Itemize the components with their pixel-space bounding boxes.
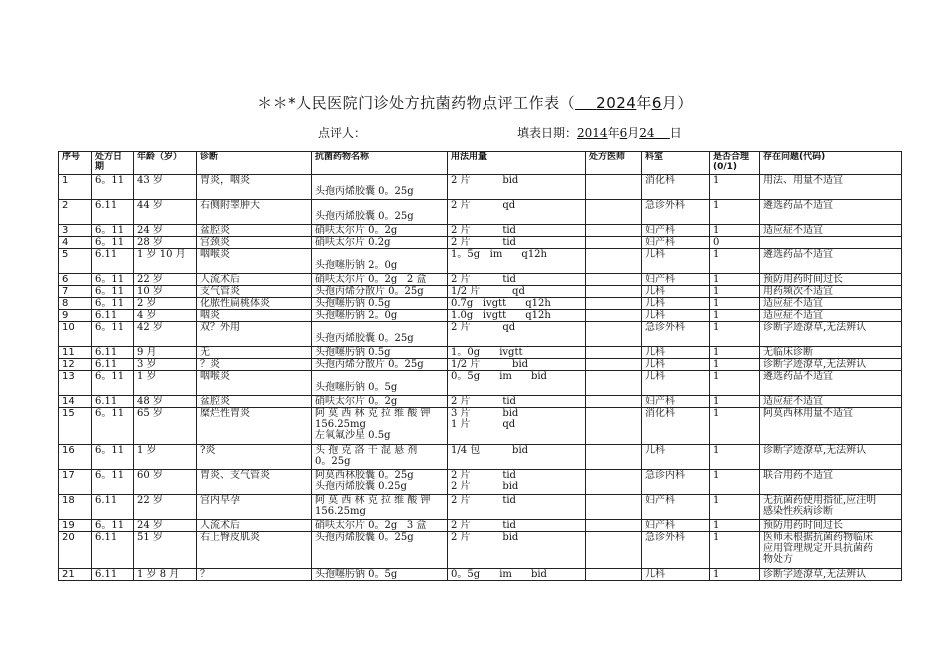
cell-dept: 儿科 [642,359,710,371]
cell-age: 1 岁 [134,371,197,396]
table-row [59,298,902,310]
cell-diagnosis: 右侧附睾肿大 [197,200,312,225]
cell-doctor [586,408,642,445]
table-row [59,408,902,445]
cell-usage: 2 片 tid 2 片 bid [448,470,586,495]
cell-problem: 无抗菌药使用指征,应注明 感染性疾病诊断 [760,495,902,520]
cell-diagnosis: 胃炎、支气管炎 [197,470,312,495]
cell-problem: 适应症不适宜 [760,396,902,408]
cell-dept: 儿科 [642,310,710,322]
cell-diagnosis: 胃炎，咽炎 [197,175,312,200]
cell-dept: 急诊外科 [642,322,710,347]
cell-diagnosis: 双？外用 [197,322,312,347]
fill-date-year-unit: 年 [607,126,620,140]
cell-seq: 5 [59,249,92,274]
cell-usage: 2 片 bid [448,175,586,200]
cell-doctor [586,532,642,569]
fill-date [517,124,682,141]
cell-age: 28 岁 [134,237,197,249]
cell-reasonable: 1 [710,200,760,225]
cell-age: 24 岁 [134,520,197,532]
cell-doctor [586,237,642,249]
fill-date-day: 24 [639,126,655,140]
cell-problem [760,237,902,249]
cell-doctor [586,286,642,298]
cell-age: 4 岁 [134,310,197,322]
cell-date: 6。11 [92,225,134,237]
table-row [59,470,902,495]
cell-age: 51 岁 [134,532,197,569]
cell-seq: 18 [59,495,92,520]
cell-problem: 预防用药时间过长 [760,520,902,532]
cell-reasonable: 1 [710,408,760,445]
cell-doctor [586,445,642,470]
cell-dept: 儿科 [642,371,710,396]
header-diagnosis: 诊断 [197,152,312,175]
cell-diagnosis: ？ [197,569,312,581]
cell-dept: 儿科 [642,298,710,310]
cell-drug: 头孢丙烯胶囊 0。25g [312,175,448,200]
cell-doctor [586,569,642,581]
cell-usage: 3 片 bid 1 片 qd [448,408,586,445]
table-row [59,569,902,581]
cell-doctor [586,322,642,347]
cell-drug: 头孢噻肟钠 2。0g [312,249,448,274]
cell-doctor [586,359,642,371]
cell-doctor [586,520,642,532]
cell-reasonable: 1 [710,175,760,200]
cell-drug: 硝呋太尔片 0。2g [312,225,448,237]
cell-age: 1 岁 8 月 [134,569,197,581]
cell-diagnosis: 化脓性扁桃体炎 [197,298,312,310]
header-doctor: 处方医师 [586,152,642,175]
cell-dept: 儿科 [642,347,710,359]
cell-seq: 17 [59,470,92,495]
cell-dept: 儿科 [642,286,710,298]
cell-doctor [586,371,642,396]
cell-seq: 12 [59,359,92,371]
cell-seq: 21 [59,569,92,581]
cell-doctor [586,396,642,408]
cell-diagnosis: 人流术后 [197,274,312,286]
cell-seq: 9 [59,310,92,322]
fill-date-year: 2014 [577,126,608,140]
cell-seq: 3 [59,225,92,237]
cell-diagnosis: 宫颈炎 [197,237,312,249]
cell-reasonable: 1 [710,396,760,408]
cell-reasonable: 1 [710,298,760,310]
cell-problem: 用药频次不适宜 [760,286,902,298]
cell-dept: 急诊外科 [642,200,710,225]
cell-doctor [586,225,642,237]
cell-seq: 4 [59,237,92,249]
cell-reasonable: 1 [710,310,760,322]
cell-reasonable: 1 [710,532,760,569]
cell-drug: 头孢噻肟钠 0.5g [312,347,448,359]
cell-date: 6.11 [92,200,134,225]
cell-problem: 遴选药品不适宜 [760,371,902,396]
cell-diagnosis: ?炎 [197,445,312,470]
cell-dept: 儿科 [642,249,710,274]
page-title [0,92,950,113]
header-reasonable: 是否合理(0/1) [710,152,760,175]
cell-doctor [586,274,642,286]
cell-doctor [586,347,642,359]
cell-dept: 妇产科 [642,495,710,520]
cell-reasonable: 1 [710,520,760,532]
cell-diagnosis: 右上臀皮肌炎 [197,532,312,569]
cell-drug: 硝呋太尔片 0。2g 3 盒 [312,520,448,532]
cell-date: 6.11 [92,396,134,408]
cell-reasonable: 1 [710,249,760,274]
table-row [59,200,902,225]
cell-drug: 硝呋太尔片 0。2g 2 盒 [312,274,448,286]
cell-usage: 2 片 tid [448,237,586,249]
cell-usage: 2 片 qd [448,200,586,225]
cell-age: 1 岁 [134,445,197,470]
table-row [59,175,902,200]
cell-problem: 阿莫西林用量不适宜 [760,408,902,445]
cell-seq: 19 [59,520,92,532]
cell-diagnosis: 盆腔炎 [197,396,312,408]
table-header-row [59,152,902,175]
cell-date: 6。11 [92,298,134,310]
cell-seq: 13 [59,371,92,396]
cell-dept: 急诊内科 [642,470,710,495]
cell-reasonable: 1 [710,371,760,396]
cell-reasonable: 1 [710,445,760,470]
cell-doctor [586,310,642,322]
cell-date: 6.11 [92,532,134,569]
title-month: 6 [651,94,662,112]
cell-usage: 1。0g ivgtt [448,347,586,359]
cell-age: 44 岁 [134,200,197,225]
cell-usage: 0。5g im bid [448,569,586,581]
cell-drug: 头孢噻肟钠 2。0g [312,310,448,322]
cell-dept: 消化科 [642,408,710,445]
cell-date: 6。11 [92,175,134,200]
cell-reasonable: 1 [710,322,760,347]
cell-drug: 头孢丙烯胶囊 0。25g [312,532,448,569]
cell-dept: 妇产科 [642,237,710,249]
cell-reasonable: 1 [710,495,760,520]
cell-doctor [586,298,642,310]
cell-reasonable: 1 [710,470,760,495]
cell-reasonable: 1 [710,359,760,371]
cell-date: 6.11 [92,569,134,581]
cell-usage: 1/2 片 qd [448,286,586,298]
table-row [59,445,902,470]
cell-seq: 14 [59,396,92,408]
cell-problem: 联合用药不适宜 [760,470,902,495]
fill-date-month-unit: 月 [627,126,640,140]
cell-date: 6。11 [92,445,134,470]
cell-date: 6。11 [92,274,134,286]
cell-date: 6。11 [92,322,134,347]
title-prefix: ＊＊*人民医院门诊处方抗菌药物点评工作表（ [257,94,576,112]
cell-reasonable: 1 [710,347,760,359]
cell-drug: 头孢丙烯分散片 0。25g [312,286,448,298]
cell-age: 65 岁 [134,408,197,445]
table-row [59,249,902,274]
cell-date: 6。11 [92,408,134,445]
fill-date-label: 填表日期： [517,126,578,140]
cell-date: 6。11 [92,470,134,495]
cell-usage: 2 片 tid [448,520,586,532]
cell-date: 6。11 [92,520,134,532]
cell-problem: 用法、用量不适宜 [760,175,902,200]
cell-usage: 2 片 bid [448,532,586,569]
cell-reasonable: 1 [710,569,760,581]
header-seq: 序号 [59,152,92,175]
cell-diagnosis: 盆腔炎 [197,225,312,237]
table-row [59,347,902,359]
table-row [59,286,902,298]
cell-problem: 诊断字迹潦草,无法辨认 [760,445,902,470]
cell-doctor [586,200,642,225]
cell-seq: 11 [59,347,92,359]
cell-drug: 头孢噻肟钠 0.5g [312,298,448,310]
header-usage: 用法用量 [448,152,586,175]
cell-dept: 消化科 [642,175,710,200]
cell-problem: 诊断字迹潦草,无法辨认 [760,359,902,371]
cell-date: 6.11 [92,310,134,322]
cell-seq: 16 [59,445,92,470]
cell-usage: 2 片 tid [448,274,586,286]
table-row [59,520,902,532]
fill-date-day-unit: 日 [669,126,682,140]
cell-diagnosis: 宫内早孕 [197,495,312,520]
cell-reasonable: 1 [710,274,760,286]
table-row [59,396,902,408]
table-body [59,175,902,581]
cell-drug: 硝呋太尔片 0.2g [312,237,448,249]
cell-problem: 适应症不适宜 [760,298,902,310]
header-dept: 科室 [642,152,710,175]
cell-dept: 儿科 [642,569,710,581]
table-row [59,310,902,322]
table-row [59,371,902,396]
cell-date: 6。11 [92,237,134,249]
cell-usage: 2 片 qd [448,322,586,347]
cell-diagnosis: 咽炎 [197,310,312,322]
cell-usage: 1.0g ivgtt q12h [448,310,586,322]
cell-age: 48 岁 [134,396,197,408]
cell-seq: 8 [59,298,92,310]
cell-reasonable: 1 [710,286,760,298]
cell-seq: 2 [59,200,92,225]
cell-drug: 硝呋太尔片 0。2g [312,396,448,408]
header-age: 年龄（岁） [134,152,197,175]
title-year: 2024 [596,94,637,112]
cell-problem: 医师未根据抗菌药物临床 应用管理规定开具抗菌药 物处方 [760,532,902,569]
header-date: 处方日期 [92,152,134,175]
cell-dept: 妇产科 [642,225,710,237]
cell-drug: 头孢丙烯分散片 0。25g [312,359,448,371]
cell-diagnosis: 咽喉炎 [197,371,312,396]
cell-usage: 1/2 片 bid [448,359,586,371]
cell-drug: 头孢噻肟钠 0。5g [312,569,448,581]
cell-seq: 10 [59,322,92,347]
cell-doctor [586,175,642,200]
cell-usage: 1/4 包 bid [448,445,586,470]
cell-problem: 诊断字迹潦草,无法辨认 [760,322,902,347]
table-row [59,532,902,569]
cell-drug: 头孢噻肟钠 0。5g [312,371,448,396]
cell-age: 3 岁 [134,359,197,371]
table-row [59,359,902,371]
table-row [59,237,902,249]
cell-usage: 0。5g im bid [448,371,586,396]
cell-problem: 预防用药时间过长 [760,274,902,286]
cell-drug: 阿 莫 西 林 克 拉 维 酸 钾 156.25mg [312,495,448,520]
cell-age: 43 岁 [134,175,197,200]
cell-usage: 2 片 tid [448,225,586,237]
cell-usage: 2 片 tid [448,396,586,408]
title-year-unit: 年 [636,94,652,112]
cell-doctor [586,495,642,520]
cell-problem: 诊断字迹潦草,无法辨认 [760,569,902,581]
table-row [59,322,902,347]
cell-diagnosis: ？炎 [197,359,312,371]
review-table [58,151,902,581]
cell-date: 6.11 [92,347,134,359]
cell-diagnosis: 咽喉炎 [197,249,312,274]
cell-dept: 急诊外科 [642,532,710,569]
cell-problem: 适应症不适宜 [760,225,902,237]
cell-age: 22 岁 [134,274,197,286]
cell-diagnosis: 无 [197,347,312,359]
cell-usage: 1。5g im q12h [448,249,586,274]
fill-date-month: 6 [619,126,628,140]
cell-problem: 遴选药品不适宜 [760,200,902,225]
cell-seq: 20 [59,532,92,569]
cell-problem: 无临床诊断 [760,347,902,359]
cell-age: 60 岁 [134,470,197,495]
cell-date: 6。11 [92,371,134,396]
cell-usage: 2 片 tid [448,495,586,520]
cell-dept: 妇产科 [642,274,710,286]
reviewer-label: 点评人： [318,126,367,140]
cell-drug: 阿莫西林胶囊 0。25g 头孢丙烯胶囊 0.25g [312,470,448,495]
cell-seq: 15 [59,408,92,445]
cell-date: 6.11 [92,249,134,274]
cell-reasonable: 0 [710,237,760,249]
header-drug: 抗菌药物名称 [312,152,448,175]
cell-drug: 头孢丙烯胶囊 0。25g [312,200,448,225]
cell-doctor [586,470,642,495]
cell-date: 6.11 [92,359,134,371]
cell-problem: 遴选药品不适宜 [760,249,902,274]
cell-age: 2 岁 [134,298,197,310]
cell-age: 1 岁 10 月 [134,249,197,274]
cell-dept: 妇产科 [642,396,710,408]
cell-seq: 7 [59,286,92,298]
cell-age: 9 月 [134,347,197,359]
cell-drug: 头 孢 克 洛 干 混 悬 剂 0。25g [312,445,448,470]
cell-diagnosis: 糜烂性胃炎 [197,408,312,445]
cell-usage: 0.7g ivgtt q12h [448,298,586,310]
cell-problem: 适应症不适宜 [760,310,902,322]
cell-date: 6。11 [92,286,134,298]
cell-diagnosis: 支气管炎 [197,286,312,298]
cell-seq: 6 [59,274,92,286]
cell-reasonable: 1 [710,225,760,237]
cell-seq: 1 [59,175,92,200]
cell-age: 10 岁 [134,286,197,298]
table-row [59,274,902,286]
cell-dept: 妇产科 [642,520,710,532]
header-problem: 存在问题(代码) [760,152,902,175]
cell-age: 24 岁 [134,225,197,237]
title-suffix: 月） [661,94,693,112]
cell-doctor [586,249,642,274]
cell-age: 22 岁 [134,495,197,520]
cell-age: 42 岁 [134,322,197,347]
table-row [59,495,902,520]
cell-date: 6.11 [92,495,134,520]
cell-drug: 头孢丙烯胶囊 0。25g [312,322,448,347]
cell-diagnosis: 人流术后 [197,520,312,532]
cell-dept: 儿科 [642,445,710,470]
table-row [59,225,902,237]
cell-drug: 阿 莫 西 林 克 拉 维 酸 钾 156.25mg 左氧氟沙星 0.5g [312,408,448,445]
